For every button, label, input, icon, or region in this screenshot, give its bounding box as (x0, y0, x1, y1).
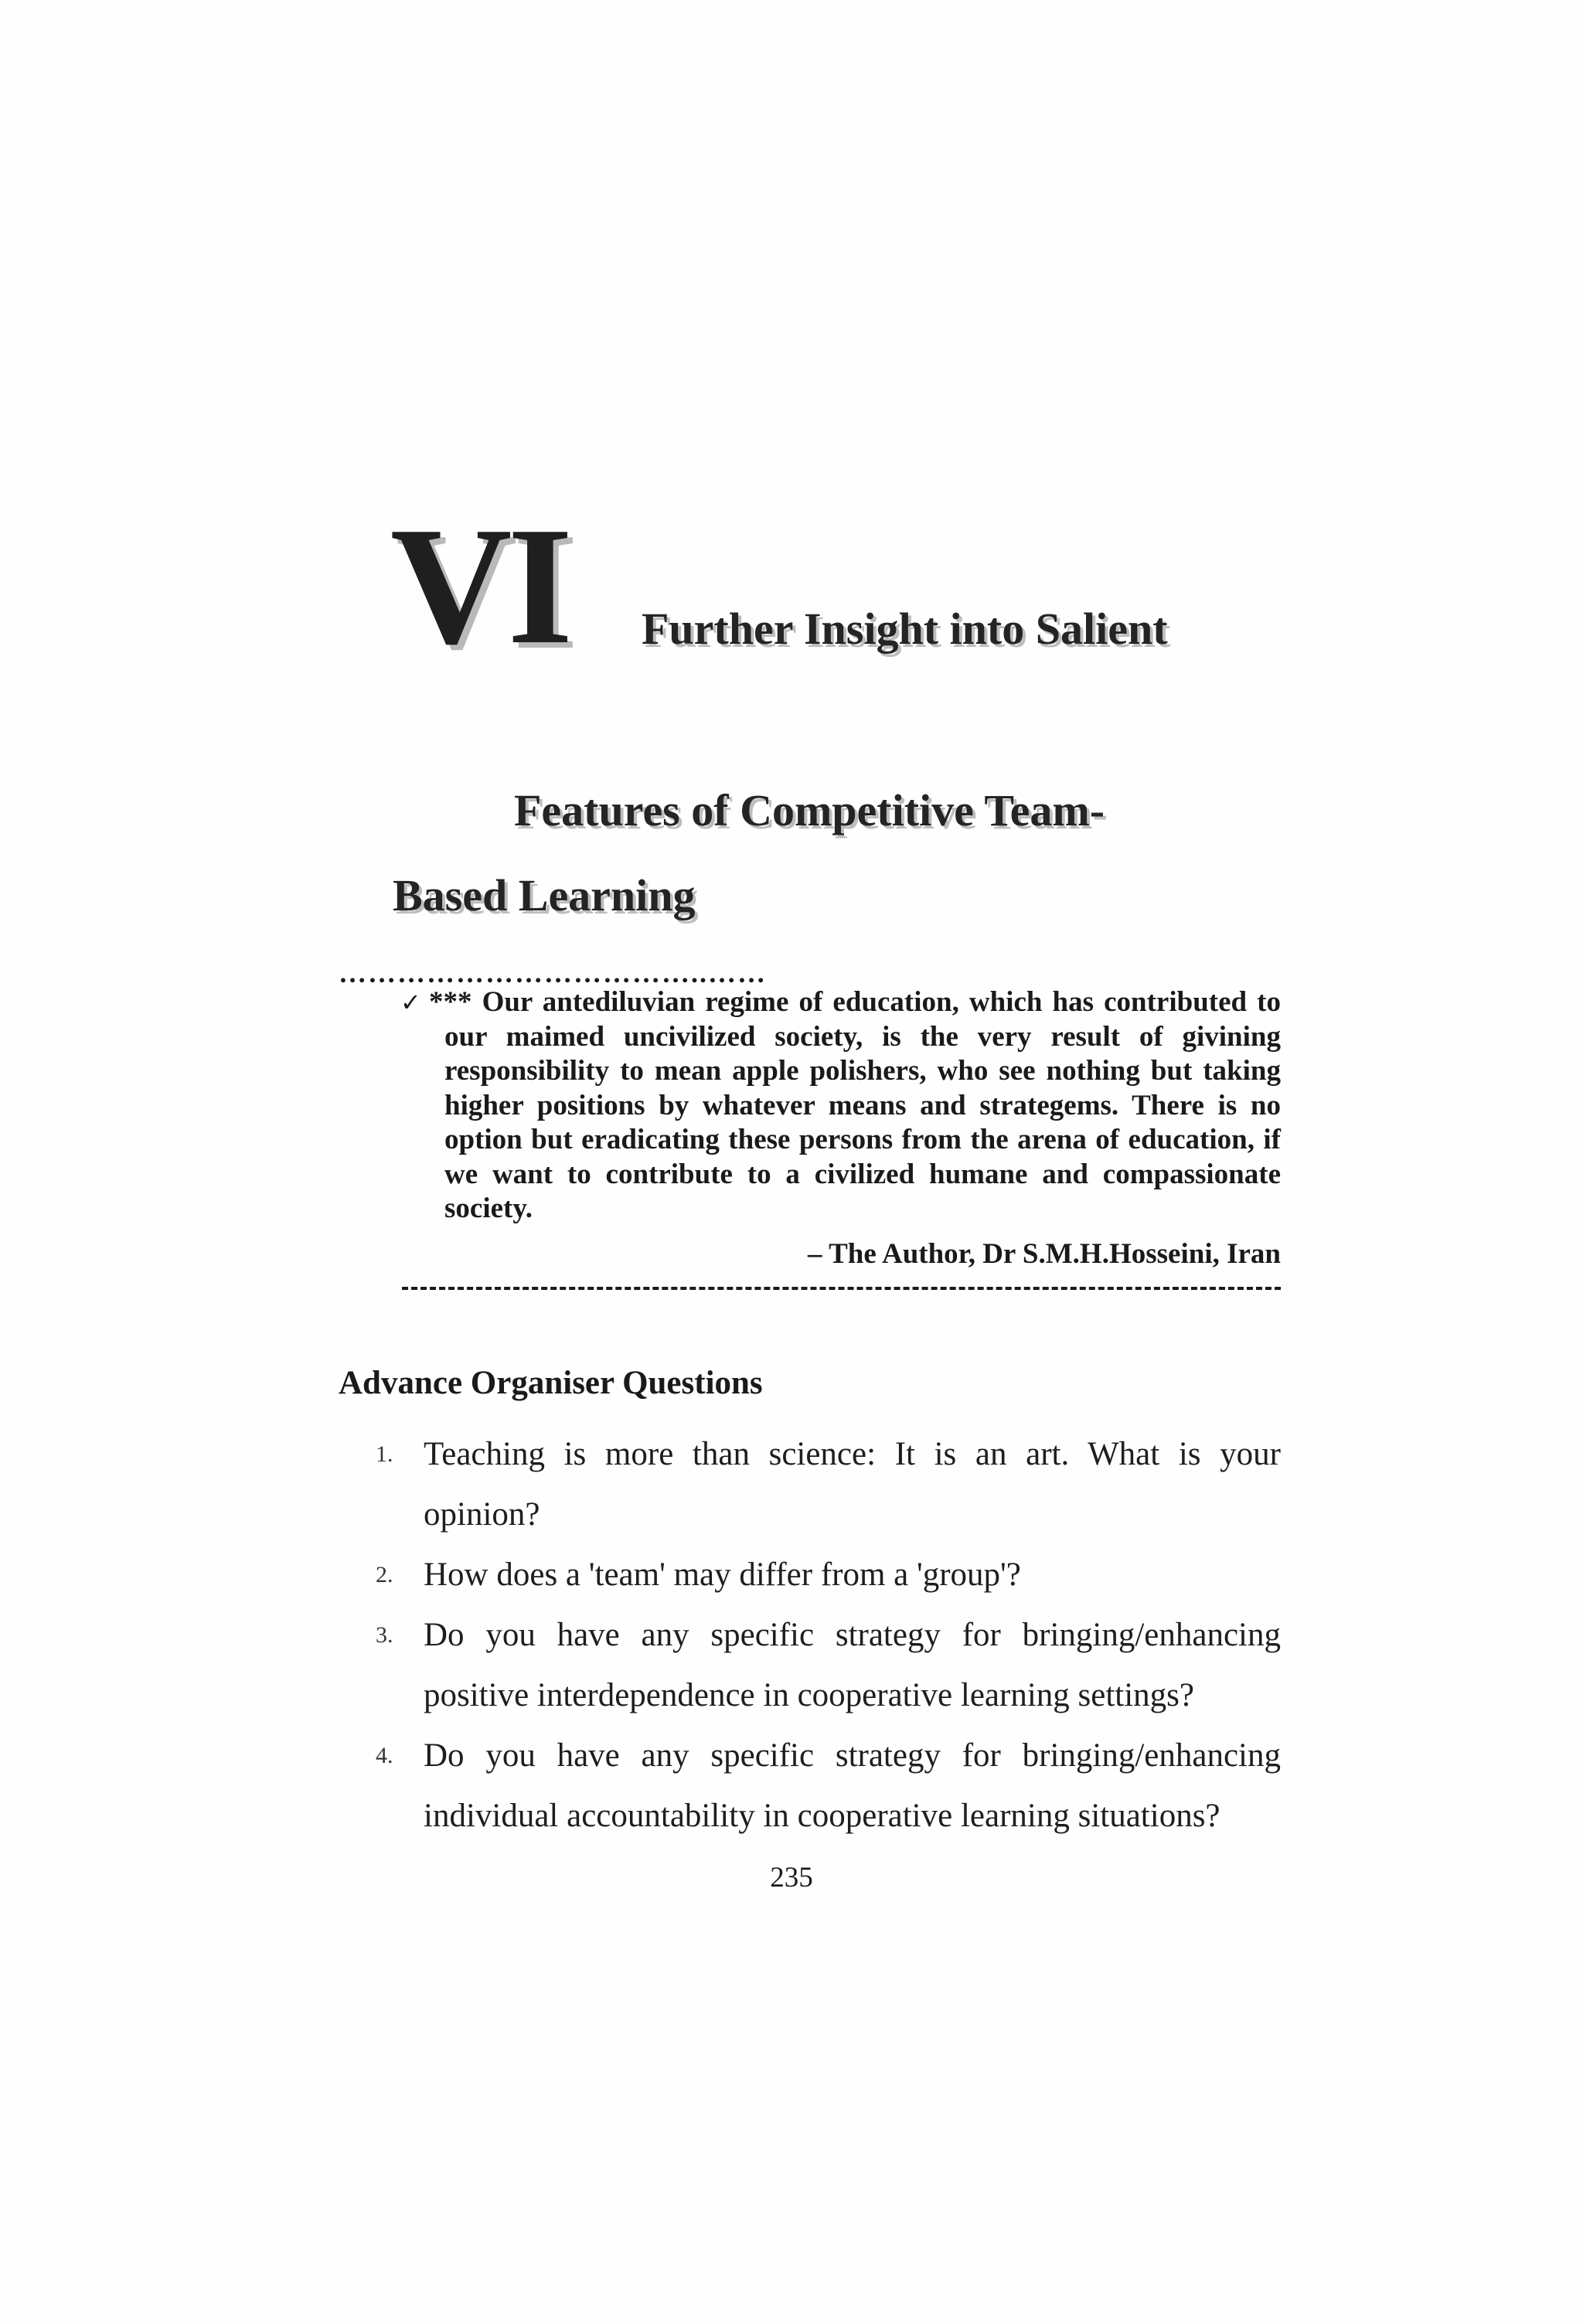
chapter-title-line-3: Based Learning (393, 870, 696, 920)
question-list (339, 1424, 1281, 1846)
question-number: 4. (376, 1743, 393, 1768)
list-item (339, 1545, 1281, 1605)
epigraph-attribution: – The Author, Dr S.M.H.Hosseini, Iran (808, 1238, 1281, 1270)
question-number: 1. (376, 1441, 393, 1467)
question-number: 3. (376, 1622, 393, 1648)
chapter-numeral: VI (390, 493, 569, 679)
checkmark-icon: ✓ (400, 988, 421, 1017)
list-item (339, 1726, 1281, 1846)
list-item (339, 1424, 1281, 1545)
epigraph (400, 985, 1281, 1227)
section-heading: Advance Organiser Questions (339, 1365, 763, 1401)
dashed-divider (402, 1287, 1281, 1290)
question-text: How does a 'team' may differ from a 'group'? (424, 1557, 1021, 1593)
epigraph-text: *** Our antediluvian regime of education, which has contributed to our maimed uncivilized society, is the very result of givining responsibility to mean apple polishers, who see nothing but taking higher positions by whatever means and strategems. There is no option but eradicating these persons from the arena of education, if we want to contribute to a civilized humane and compassionate society. (429, 986, 1281, 1224)
chapter-title-line-1: Further Insight into Salient (642, 604, 1168, 654)
question-text: Do you have any specific strategy for bringing/enhancing individual accountability in cooperative learning situations? (424, 1737, 1281, 1834)
dotted-rule: ………………………………..…… (339, 958, 767, 988)
question-number: 2. (376, 1562, 393, 1587)
page-number: 235 (770, 1862, 813, 1894)
chapter-title-line-2: Features of Competitive Team- (514, 785, 1105, 835)
list-item (339, 1605, 1281, 1726)
question-text: Teaching is more than science: It is an art. What is your opinion? (424, 1436, 1281, 1533)
question-text: Do you have any specific strategy for bringing/enhancing positive interdependence in cooperative learning settings? (424, 1617, 1281, 1713)
